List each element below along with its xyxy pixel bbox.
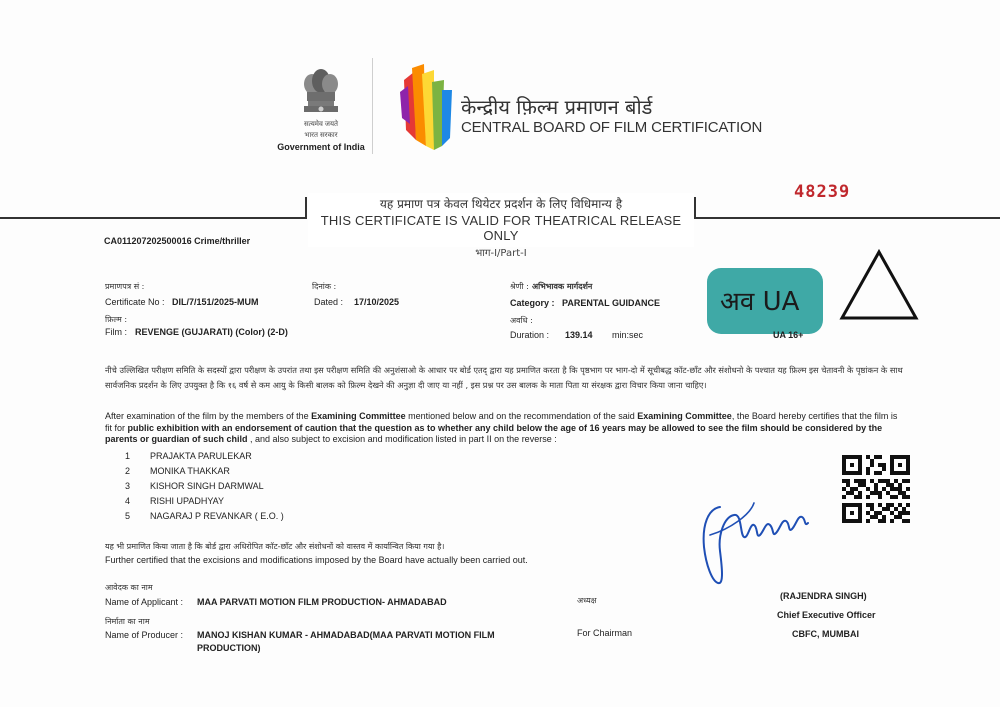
date-value: 17/10/2025 <box>354 297 400 307</box>
qr-code-icon <box>842 455 910 523</box>
category-hindi-value: अभिभावक मार्गदर्शन <box>532 282 593 291</box>
reference-code: CA011207202500016 Crime/thriller <box>104 236 251 246</box>
applicant-value: MAA PARVATI MOTION FILM PRODUCTION- AHMADABAD <box>197 597 447 607</box>
signatory-name: (RAJENDRA SINGH) <box>780 591 867 601</box>
emblem-motto: सत्यमेव जयते <box>303 121 339 128</box>
cert-text-part: Examining Committee <box>311 411 406 421</box>
cert-no-value: DIL/7/151/2025-MUM <box>172 297 259 307</box>
category-label: Category : <box>510 298 555 308</box>
member-name: KISHOR SINGH DARMWAL <box>150 481 264 491</box>
further-hindi: यह भी प्रमाणित किया जाता है कि बोर्ड द्वारा अधिरोपित कॉट-छाँट और संशोधनों को वास्तव में कार्यान्वित किया गया है। <box>105 542 445 551</box>
signatory-title: Chief Executive Officer <box>777 610 876 620</box>
member-name: MONIKA THAKKAR <box>150 466 230 476</box>
applicant-label: Name of Applicant : <box>105 597 184 607</box>
further-english: Further certified that the excisions and modifications imposed by the Board have actually been carried out. <box>105 555 528 565</box>
signatory-office: CBFC, MUMBAI <box>792 629 859 639</box>
banner-rule-tick-left <box>305 197 307 219</box>
applicant-hindi-label: आवेदक का नाम <box>105 583 153 592</box>
category-value: PARENTAL GUIDANCE <box>562 298 661 308</box>
emblem-country: भारत सरकार <box>304 132 338 139</box>
cert-text-part: After examination of the film by the members of the <box>105 411 312 421</box>
film-hindi-label: फ़िल्म : <box>105 315 128 324</box>
cert-text-part: mentioned below and on the recommendation of the said <box>405 411 638 421</box>
duration-label: Duration : <box>510 330 550 340</box>
member-name: RISHI UPADHYAY <box>150 496 225 506</box>
cert-no-hindi-label: प्रमाणपत्र सं : <box>105 282 145 291</box>
producer-value-line2: PRODUCTION) <box>197 643 261 653</box>
date-label: Dated : <box>314 297 344 307</box>
board-title-english: CENTRAL BOARD OF FILM CERTIFICATION <box>461 119 763 136</box>
duration-unit: min:sec <box>612 330 644 340</box>
signature-icon <box>690 495 820 590</box>
validity-banner <box>308 193 694 259</box>
serial-number: 48239 <box>794 182 851 202</box>
cbfc-logo-icon <box>398 60 456 152</box>
chair-label: For Chairman <box>577 628 633 638</box>
member-number: 5 <box>125 511 131 521</box>
board-title-hindi: केन्द्रीय फ़िल्म प्रमाणन बोर्ड <box>461 95 653 119</box>
film-value: REVENGE (GUJARATI) (Color) (2-D) <box>135 327 288 337</box>
national-emblem-icon <box>298 66 344 118</box>
producer-label: Name of Producer : <box>105 630 184 640</box>
rating-badge-text: अव UA <box>720 287 800 317</box>
member-number: 3 <box>125 481 131 491</box>
member-number: 2 <box>125 466 131 476</box>
producer-value-line1: MANOJ KISHAN KUMAR - AHMADABAD(MAA PARVATI MOTION FILM <box>197 630 495 640</box>
banner-hindi: यह प्रमाण पत्र केवल थियेटर प्रदर्शन के लिए विधिमान्य है <box>379 197 623 211</box>
banner-rule-tick-right <box>694 197 696 219</box>
rating-caption: UA 16+ <box>773 330 804 340</box>
duration-value: 139.14 <box>565 330 593 340</box>
banner-rule-right <box>696 217 1000 219</box>
member-name: PRAJAKTA PARULEKAR <box>150 451 252 461</box>
film-label: Film : <box>105 327 127 337</box>
cert-text-part: , the Board hereby certifies that the film is fit for <box>105 411 898 433</box>
member-number: 4 <box>125 496 131 506</box>
cert-text-part: public exhibition with an endorsement of caution that the question as to whether any child below the age of 16 years may be allowed to see the film should be considered by the parents or guardian of such child <box>105 422 883 444</box>
hindi-certification-text: नीचे उल्लिखित परीक्षण समिति के सदस्यों द्वारा परीक्षण के उपरांत तथा इस परीक्षण समिति की अनुशंसाओ के आधार पर बोर्ड एतद् द्वारा यह प्रमाणित करता है कि पृष्ठभाग पर भाग-दो में सूचीबद्ध कॉट-छाँट और संशोधनो के पश्चात यह फ़िल्म इस चेतावनी के पृष्ठांकन के साथ सार्वजनिक प्रदर्शन के लिए उपयुक्त है कि १६ वर्ष से कम आयु के किसी बालक को फ़िल्म देखने की अनुज्ञा दी जाए या नहीं , इस प्रश्न पर उस बालक के माता पिता या संरक्षक द्वारा विचार किया जाना चाहिए। <box>105 365 903 390</box>
triangle-symbol-icon <box>838 248 920 322</box>
government-label: Government of India <box>277 142 365 152</box>
cert-text-part: Examining Committee <box>637 411 732 421</box>
chair-hindi: अध्यक्ष <box>577 596 597 605</box>
category-hindi-label: श्रेणी : <box>510 282 529 291</box>
member-name: NAGARAJ P REVANKAR ( E.O. ) <box>150 511 284 521</box>
date-hindi-label: दिनांक : <box>312 282 337 291</box>
cert-text-part: , and also subject to excision and modification listed in part II on the reverse : <box>247 434 557 444</box>
english-certification-text <box>105 411 905 446</box>
header-divider <box>372 58 373 154</box>
cert-no-label: Certificate No : <box>105 297 165 307</box>
producer-hindi-label: निर्माता का नाम <box>105 617 150 626</box>
member-number: 1 <box>125 451 131 461</box>
banner-english: THIS CERTIFICATE IS VALID FOR THEATRICAL RELEASE ONLY <box>320 213 682 243</box>
banner-rule-left <box>0 217 306 219</box>
duration-hindi-label: अवधि : <box>510 316 533 325</box>
banner-part: भाग-I/Part-I <box>475 248 527 259</box>
